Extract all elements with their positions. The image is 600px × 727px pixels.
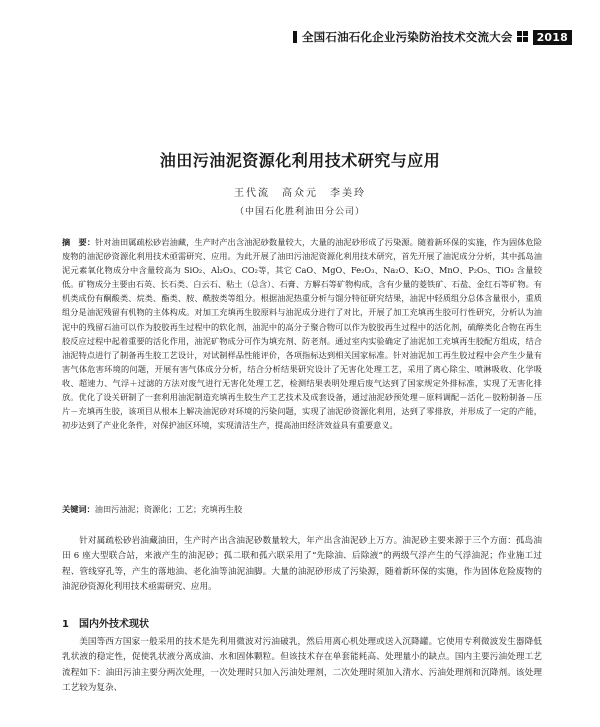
conference-logo-icon	[517, 31, 529, 43]
header-bar-mark	[293, 31, 297, 43]
abstract-block	[62, 235, 542, 432]
paper-title: 油田污油泥资源化利用技术研究与应用	[159, 151, 441, 170]
section-paragraph: 美国等西方国家一般采用的技术是先利用微波对污油破乳，然后用离心机处理或送入沉降罐。它使用专利微波发生器降低乳状液的稳定性，促使乳状液分离成油、水和固体颗粒。但该技术存在单套能耗高、处理量小的缺点。国内主要污油处理工艺流程如下：油田污油主要分两次处理，一次处理时只加入污油处理剂，二次处理时须加入清水、污油处理剂和沉降剂。该处理工艺较为复杂、	[62, 637, 542, 693]
paper-authors: 王代流 高众元 李美玲	[234, 188, 366, 199]
keywords-label: 关键词：	[62, 504, 95, 514]
intro-paragraph: 针对属疏松砂岩油藏油田，生产时产出含油泥砂数量较大，年产出含油泥砂上万方。油泥砂主要来源于三个方面：孤岛油田 6 座大型联合站，来液产生的油泥砂；孤二联和孤六联采用了“先除油、后除液”的两级气浮产生的气浮油泥；作业施工过程、管线穿孔等，产生的落地油、老化油等油泥油脚。大量的油泥砂形成了污染源，随着新环保的实施，作为固体危险废物的油泥砂资源化利用技术亟需研究、应用。	[62, 536, 542, 592]
conference-header	[272, 26, 572, 48]
section-title: 国内外技术现状	[78, 619, 149, 630]
conference-year: 2018	[533, 30, 572, 45]
section-heading	[62, 615, 149, 630]
abstract-label: 摘 要：	[62, 237, 96, 247]
section-number: 1	[62, 619, 69, 630]
keywords-text: 油田污油泥；资源化；工艺；充填再生胶	[94, 504, 243, 514]
keywords-block	[62, 502, 542, 516]
conference-name: 全国石油石化企业污染防治技术交流大会	[301, 30, 513, 44]
abstract-text: 针对油田属疏松砂岩油藏，生产时产出含油泥砂数量较大，大量的油泥砂形成了污染源。随着新环保的实施，作为固体危险废物的油泥砂资源化利用技术亟需研究、应用。为此开展了油田污油泥资源化利用技术研究，首先开展了油泥成分分析，其中孤岛油泥元素氧化物成分中含量较高为 SiO₂、Al₂O₃、CO₂等，其它 CaO、MgO、Fe₂O₃、Na₂O、K₂O、MnO、P₂O₅、TiO₂ 含量较低。矿物成分主要由石英、长石类、白云石、粘土（总含）、石膏、方解石等矿物构成，含有少量的菱铁矿、石盐、金红石等矿物。有机类成份有酮酸类、烷类、酯类、胺、酰胺类等组分。根据油泥热重分析与馏分特征研究结果，油泥中轻质组分总体含量很小，重质组分是油泥残留有机物的主体构成。对加工充填再生胶原料与油泥成分进行了对比，开展了加工充填再生胶可行性研究，分析认为油泥中的残留石油可以作为胶胶再生过程中的软化剂，油泥中的高分子聚合物可以作为胶胶再生过程中的活化剂，硫醇类化合物在再生胶反应过程中起着重要的活化作用，油泥矿物成分可作为填充剂、防老剂。通过室内实验确定了油泥加工充填再生胶配方组成，结合油泥特点进行了制备再生胶工艺设计，对试制样品性能评价，各项指标达到相关国家标准。针对油泥加工再生胶过程中会产生少量有害气体危害环境的问题，开展有害气体成分分析，结合分析结果研究设计了无害化处理工艺，采用了离心除尘、喷淋吸收、化学吸收、超速力、气浮＋过滤的方法对废气进行无害化处理工艺，检测结果表明处理后废气达到了国家规定外排标准，实现了无害化排放。优化了设关研制了一套利用油泥制造充填再生胶生产工艺技术及成套设备，通过油泥砂预处理－原料调配－活化－胶粉制备－压片－充填再生胶，该项目从根本上解决油泥砂对环境的污染问题，实现了油泥砂资源化利用，达到了零排放，并形成了一定的产能，初步达到了产业化条件，对保护油区环境，实现清洁生产，提高油田经济效益具有重要意义。	[62, 237, 542, 431]
paper-affiliation: （中国石化胜利油田分公司）	[234, 207, 365, 217]
